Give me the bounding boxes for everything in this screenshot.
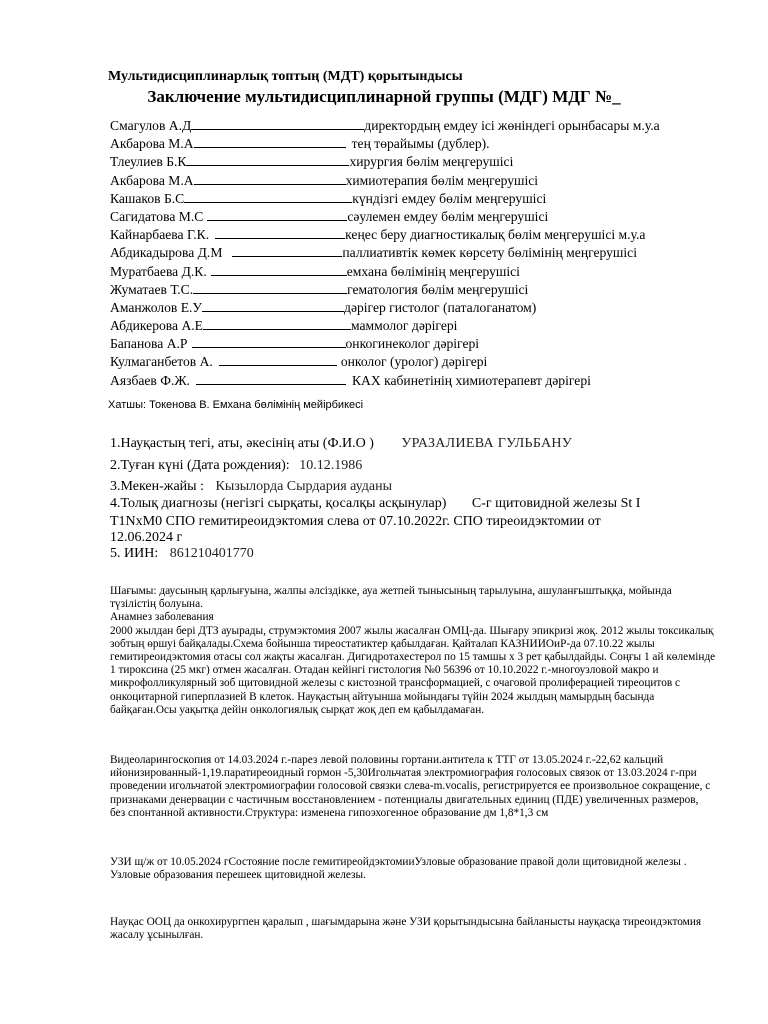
signature-line	[215, 226, 345, 239]
uzi-section	[110, 856, 716, 882]
anamnesis-title: Анамнез заболевания	[110, 611, 214, 624]
title-kz: Мультидисциплинарлық топтың (МДТ) қорытындысы	[108, 69, 463, 84]
member-name: Кулмаганбетов А.	[110, 354, 213, 370]
signature-line	[211, 263, 347, 276]
member-name: Муратбаева Д.К.	[110, 263, 207, 279]
member-role: гематология бөлім меңгерушісі	[347, 281, 529, 297]
address-row	[110, 479, 392, 495]
member-row	[110, 263, 660, 281]
patient-name-row	[110, 436, 572, 452]
member-row	[110, 117, 660, 135]
dob-row	[110, 458, 362, 474]
secretary: Хатшы: Токенова В. Емхана бөлімінің мейірбикесі	[108, 399, 364, 411]
member-row	[110, 226, 660, 244]
member-row	[110, 317, 660, 335]
diagnosis-label: 4.Толық диагнозы (негізгі сырқаты, қосалқы асқынулар)	[110, 496, 447, 511]
member-row	[110, 172, 660, 190]
member-row	[110, 208, 660, 226]
member-role: директордың емдеу ісі жөніндегі орынбасары м.у.а	[364, 118, 660, 133]
member-name: Кайнарбаева Г.К.	[110, 227, 210, 243]
member-row	[110, 190, 660, 208]
member-role: кеңес беру диагностикалық бөлім меңгерушісі м.у.а	[345, 227, 646, 243]
member-role: маммолог дәрігері	[350, 318, 458, 334]
signature-line	[202, 299, 344, 312]
exam-section	[110, 754, 716, 820]
iin-row	[110, 546, 254, 562]
member-name: Акбарова М.А	[110, 136, 194, 152]
member-name: Акбарова М.А	[110, 172, 194, 188]
member-name: Аманжолов Е.У	[110, 299, 203, 315]
member-row	[110, 335, 660, 353]
member-row	[110, 135, 660, 153]
signature-line	[207, 208, 347, 221]
diagnosis-value: С-г щитовидной железы St I	[471, 496, 641, 511]
patient-name-label: 1.Науқастың тегі, аты, әкесінің аты (Ф.И.О )	[110, 436, 374, 451]
diagnosis-line-3: 12.06.2024 г	[110, 530, 183, 545]
signature-line	[186, 153, 349, 166]
member-name: Кашаков Б.С	[110, 190, 185, 206]
member-role: емхана бөлімінің меңгерушісі	[346, 263, 520, 279]
anamnesis-text: 2000 жылдан бері ДТЗ ауырады, струмэктомия 2007 жылы жасалған ОМЦ-да. Шығару эпикризі жоқ. 2012 жылы токсикалық зобтың өршуі байқалады.Схема бойынша тиреостатиктер қабылдаған. Қайталап КАЗНИИОиР-да 07.10.22 жылы гемитиреоидэктомия отасы сол жақты жасалған. Дигидротахестерол по 15 тамшы х 3 рет қабылдайды. Соңғы 1 ай көлемінде 1 тироксина (25 мкг) отмен жасалған. Отадан кейінгі гистология №0 56396 от 10.10.2022 г.-многоузловой макро и микрофолликулярный зоб щитовидной железы с кистозной трансформацией, с очаговой пролиферацией тиреоцитов с онкоцитарной гиперплазией В клеток. Науқастың айтуынша мойындағы түйін 2024 жылдың мамырдың басында байқаған.Осы уақытқа дейін онкологиялық сырқат жоқ деп ем қабылдамаған.	[110, 624, 716, 716]
complaints-text: Шағымы: даусының қарлығуына, жалпы әлсіздікке, ауа жетпей тынысының тарылуына, ашуланғыштыққа, мойында түзілістің болуына.	[110, 585, 672, 611]
conclusion-text: Науқас ООЦ да онкохирургпен қаралып , шағымдарына және УЗИ қорытындысына байланысты науқасқа тиреоидэктомия жасалу ұсынылған.	[110, 916, 702, 942]
uzi-text: УЗИ щ/ж от 10.05.2024 гСостояние после гемитиреойдэктомииУзловые образование правой доли щитовидной железы . Узловые образования перешеек щитовидной железы.	[110, 856, 687, 882]
member-name: Абдикерова А.Е	[110, 318, 203, 334]
members-list	[110, 117, 660, 390]
member-role: онколог (уролог) дәрігері	[340, 354, 488, 370]
signature-line	[192, 335, 346, 348]
signature-line	[232, 244, 342, 257]
dob-label: 2.Туған күні (Дата рождения):	[110, 458, 290, 473]
iin-label: 5. ИИН:	[110, 546, 159, 561]
member-role: химиотерапия бөлім меңгерушісі	[345, 172, 539, 188]
member-name: Бапанова А.Р	[110, 336, 188, 352]
diagnosis-line-2: T1NxM0 СПО гемитиреоидэктомия слева от 07.10.2022г. СПО тиреоидэктомии от	[110, 514, 601, 529]
member-row	[110, 353, 660, 371]
member-name: Тлеулиев Б.К	[110, 154, 187, 170]
exam-text: Видеоларингоскопия от 14.03.2024 г.-парез левой половины гортани.антитела к ТТГ от 13.05.2024 г.-22,62 кальций ийонизированный-1,19.паратиреоидный гормон -5,30Игольчатая электромиография голосовых связок от 13.03.2024 г-при проведении игольчатой электромиографии голосовой связки слева-m.vocalis, регистрируется ее произвольное сокращение, с признаками денервации с частичным восстановлением - потенциалы двигательных единиц (ПДЕ) увеличенных размеров, без спонтанной активности.Структура: изменена гипоэхогенное образование дм 1,8*1,3 см	[110, 754, 711, 819]
member-role: паллиативтік көмек көрсету бөлімінің меңгерушісі	[342, 245, 637, 261]
member-name: Аязбаев Ф.Ж.	[110, 372, 190, 388]
member-row	[110, 244, 660, 262]
signature-line	[196, 372, 346, 385]
member-role: онкогинеколог дәрігері	[345, 336, 480, 352]
address-value: Кызылорда Сырдария ауданы	[215, 479, 392, 494]
member-role: КАХ кабинетінің химиотерапевт дәрігері	[351, 372, 591, 388]
signature-line	[191, 117, 364, 130]
member-role: дәрігер гистолог (паталоганатом)	[344, 299, 537, 315]
address-label: 3.Мекен-жайы :	[110, 479, 204, 494]
signature-line	[194, 135, 346, 148]
title-ru: Заключение мультидисциплинарной группы (МДГ) МДГ №_	[147, 87, 621, 106]
dob-value: 10.12.1986	[299, 458, 363, 473]
member-row	[110, 281, 660, 299]
signature-line	[184, 190, 352, 203]
complaints-section	[110, 585, 716, 717]
iin-value: 861210401770	[169, 546, 254, 561]
member-role: тең төрайымы (дублер).	[351, 136, 490, 152]
member-role: хирургия бөлім меңгерушісі	[349, 154, 514, 170]
member-name: Жуматаев Т.С.	[110, 281, 194, 297]
signature-line	[194, 172, 346, 185]
member-row	[110, 299, 660, 317]
conclusion-section	[110, 916, 716, 942]
member-role: сәулемен емдеу бөлім меңгерушісі	[347, 208, 549, 224]
member-name: Сагидатова М.С	[110, 208, 204, 224]
member-name: Абдикадырова Д.М	[110, 245, 223, 261]
signature-line	[219, 353, 337, 366]
member-row	[110, 372, 660, 390]
signature-line	[193, 281, 347, 294]
member-name: Смагулов А.Д	[110, 118, 192, 133]
member-row	[110, 153, 660, 171]
patient-name-value: УРАЗАЛИЕВА ГУЛЬБАНУ	[401, 436, 573, 451]
signature-line	[203, 317, 351, 330]
member-role: күндізгі емдеу бөлім меңгерушісі	[352, 190, 547, 206]
diagnosis-row	[110, 496, 640, 512]
